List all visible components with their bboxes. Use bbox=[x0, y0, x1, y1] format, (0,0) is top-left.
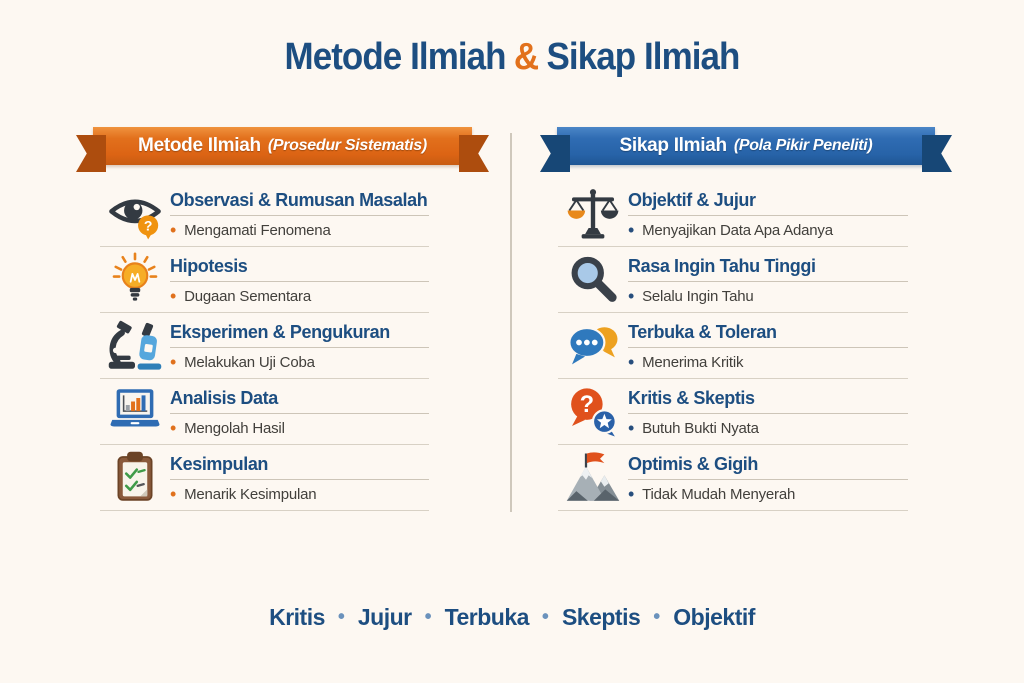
item-title: Optimis & Gigih bbox=[628, 454, 908, 480]
title-part-2: Sikap Ilmiah bbox=[546, 36, 740, 78]
microscope-icon bbox=[100, 315, 170, 377]
step-analisis bbox=[100, 379, 429, 445]
title-ampersand: & bbox=[513, 36, 539, 78]
bullet-icon: • bbox=[628, 418, 635, 438]
banner-sub-label: (Prosedur Sistematis) bbox=[267, 137, 427, 154]
banner-main-label: Metode Ilmiah bbox=[138, 135, 261, 156]
item-desc: Menerima Kritik bbox=[642, 353, 744, 371]
step-eksperimen bbox=[100, 313, 429, 379]
magnifier-icon bbox=[558, 249, 628, 311]
keyword: Jujur bbox=[357, 604, 412, 630]
attitude-optimis bbox=[558, 445, 908, 511]
bullet-icon: • bbox=[628, 286, 635, 306]
attitude-ingin-tahu bbox=[558, 247, 908, 313]
sikap-ilmiah-column bbox=[558, 181, 908, 511]
step-observasi bbox=[100, 181, 429, 247]
keyword: Kritis bbox=[269, 604, 325, 630]
bullet-icon: • bbox=[628, 352, 635, 372]
clipboard-check-icon bbox=[100, 447, 170, 509]
keyword: Skeptis bbox=[561, 604, 641, 630]
speech-bubbles-icon bbox=[558, 315, 628, 377]
lightbulb-icon bbox=[100, 249, 170, 311]
item-desc: Mengolah Hasil bbox=[184, 419, 285, 437]
bullet-icon: • bbox=[628, 220, 635, 240]
svg-text:?: ? bbox=[143, 217, 153, 234]
item-desc: Dugaan Sementara bbox=[184, 287, 311, 305]
question-star-icon bbox=[558, 381, 628, 443]
dot-separator-icon: • bbox=[337, 606, 345, 628]
svg-text:?: ? bbox=[579, 391, 595, 418]
bullet-icon: • bbox=[170, 220, 177, 240]
sikap-ilmiah-banner bbox=[557, 127, 935, 165]
dot-separator-icon: • bbox=[653, 606, 661, 628]
laptop-chart-icon bbox=[100, 381, 170, 443]
item-title: Eksperimen & Pengukuran bbox=[170, 322, 429, 348]
eye-question-icon bbox=[100, 183, 170, 245]
footer-keywords bbox=[0, 604, 1024, 631]
metode-ilmiah-column bbox=[100, 181, 429, 511]
attitude-kritis bbox=[558, 379, 908, 445]
banner-sub-label: (Pola Pikir Peneliti) bbox=[733, 137, 873, 154]
bullet-icon: • bbox=[628, 484, 635, 504]
step-hipotesis bbox=[100, 247, 429, 313]
item-desc: Tidak Mudah Menyerah bbox=[642, 485, 796, 503]
keyword: Terbuka bbox=[444, 604, 529, 630]
bullet-icon: • bbox=[170, 484, 177, 504]
title-part-1: Metode Ilmiah bbox=[284, 36, 506, 78]
metode-ilmiah-banner bbox=[93, 127, 472, 165]
bullet-icon: • bbox=[170, 352, 177, 372]
item-title: Kritis & Skeptis bbox=[628, 388, 908, 414]
dot-separator-icon: • bbox=[424, 606, 432, 628]
balance-scale-icon bbox=[558, 183, 628, 245]
center-divider bbox=[510, 133, 512, 512]
attitude-objektif bbox=[558, 181, 908, 247]
item-desc: Melakukan Uji Coba bbox=[184, 353, 315, 371]
item-desc: Butuh Bukti Nyata bbox=[642, 419, 759, 437]
keyword: Objektif bbox=[673, 604, 755, 630]
bullet-icon: • bbox=[170, 418, 177, 438]
page-title bbox=[41, 36, 983, 79]
item-desc: Mengamati Fenomena bbox=[184, 221, 331, 239]
bullet-icon: • bbox=[170, 286, 177, 306]
item-title: Terbuka & Toleran bbox=[628, 322, 908, 348]
step-kesimpulan bbox=[100, 445, 429, 511]
dot-separator-icon: • bbox=[541, 606, 549, 628]
item-title: Kesimpulan bbox=[170, 454, 429, 480]
item-title: Rasa Ingin Tahu Tinggi bbox=[628, 256, 908, 282]
attitude-terbuka bbox=[558, 313, 908, 379]
item-title: Objektif & Jujur bbox=[628, 190, 908, 216]
item-title: Analisis Data bbox=[170, 388, 429, 414]
item-desc: Selalu Ingin Tahu bbox=[642, 287, 754, 305]
mountain-flag-icon bbox=[558, 447, 628, 509]
item-title: Observasi & Rumusan Masalah bbox=[170, 190, 429, 216]
item-desc: Menarik Kesimpulan bbox=[184, 485, 317, 503]
item-desc: Menyajikan Data Apa Adanya bbox=[642, 221, 833, 239]
banner-main-label: Sikap Ilmiah bbox=[619, 135, 727, 156]
item-title: Hipotesis bbox=[170, 256, 429, 282]
